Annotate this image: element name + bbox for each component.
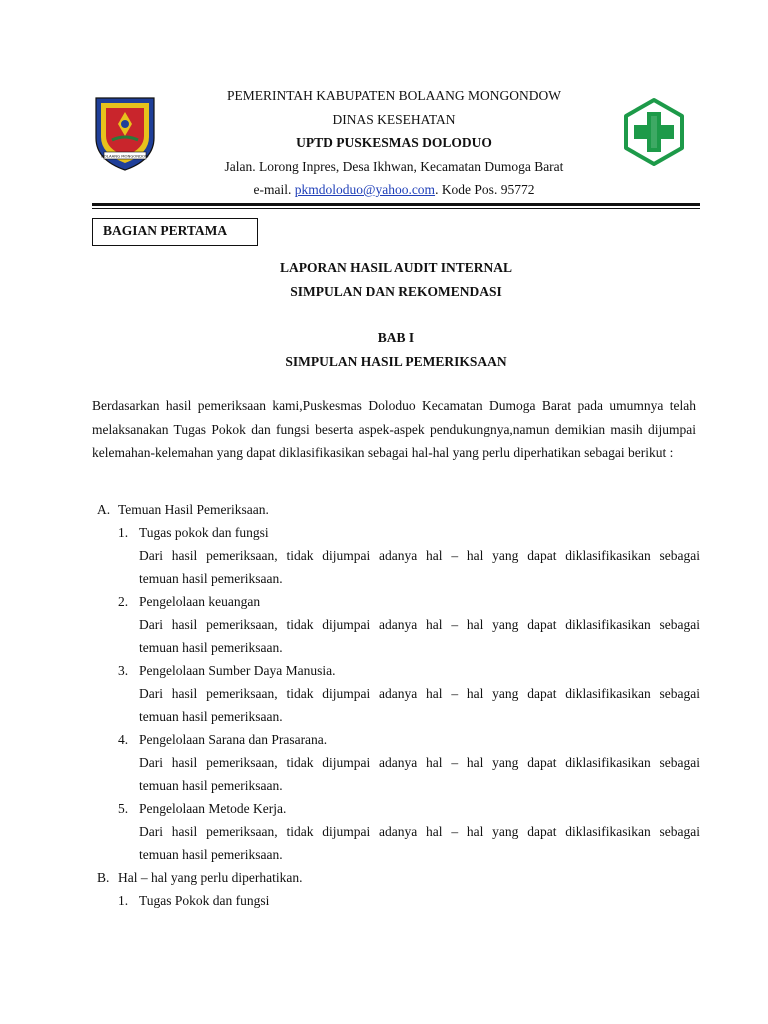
item-description [92,751,700,797]
letterhead [150,84,638,202]
letterhead-rule-thick [92,203,700,206]
description-line: temuan hasil pemeriksaan. [139,571,283,586]
list-marker: A. [97,502,111,517]
item-title: Pengelolaan Sarana dan Prasarana. [139,732,328,747]
list-item [92,889,700,912]
letterhead-institution: UPTD PUSKESMAS DOLODUO [296,135,492,150]
item-description [92,820,700,866]
description-line: Dari hasil pemeriksaan, tidak dijumpai adanya hal – hal yang dapat diklasifikasikan sebagai [139,755,700,770]
description-line: Dari hasil pemeriksaan, tidak dijumpai adanya hal – hal yang dapat diklasifikasikan sebagai [139,548,700,563]
chapter-title: SIMPULAN HASIL PEMERIKSAAN [285,353,507,369]
logo-banner-text: BOLAANG MONGONDOW [101,153,149,159]
letterhead-department: DINAS KESEHATAN [332,111,456,127]
description-line: Dari hasil pemeriksaan, tidak dijumpai adanya hal – hal yang dapat diklasifikasikan sebagai [139,686,700,701]
chapter-number: BAB I [377,330,415,345]
item-title: Tugas Pokok dan fungsi [139,893,270,908]
item-description [92,613,700,659]
item-description [92,682,700,728]
regency-coat-of-arms-icon [92,94,158,172]
item-title: Pengelolaan Metode Kerja. [139,801,287,816]
list-marker: 1. [118,893,129,908]
email-link[interactable]: pkmdoloduo@yahoo.com [294,182,436,197]
description-line: temuan hasil pemeriksaan. [139,640,283,655]
list-marker: B. [97,870,110,885]
email-prefix: e-mail. [253,182,295,197]
section-a-title: Temuan Hasil Pemeriksaan. [118,502,269,517]
item-description [92,544,700,590]
description-line: temuan hasil pemeriksaan. [139,709,283,724]
section-a-heading [92,498,700,521]
list-item [92,797,700,820]
letterhead-address: Jalan. Lorong Inpres, Desa Ikhwan, Kecamatan Dumoga Barat [224,158,564,174]
puskesmas-cross-icon [618,90,690,174]
list-marker: 5. [118,801,129,816]
report-title: LAPORAN HASIL AUDIT INTERNAL [280,260,512,275]
description-line: temuan hasil pemeriksaan. [139,847,283,862]
item-title: Tugas pokok dan fungsi [139,525,269,540]
description-line: Dari hasil pemeriksaan, tidak dijumpai adanya hal – hal yang dapat diklasifikasikan sebagai [139,824,700,839]
list-item [92,521,700,544]
section-label-box: BAGIAN PERTAMA [92,218,258,246]
list-marker: 2. [118,594,129,609]
item-title: Pengelolaan Sumber Daya Manusia. [139,663,336,678]
intro-paragraph: Berdasarkan hasil pemeriksaan kami,Puskesmas Doloduo Kecamatan Dumoga Barat pada umumnya telah melaksanakan Tugas Pokok dan fungsi beserta aspek-aspek pendukungnya,namun demikian masih dijumpai kelemahan-kelemahan yang dapat diklasifikasikan sebagai hal-hal yang perlu diperhatikan sebagai berikut : [92,398,696,460]
letterhead-contact [150,178,638,202]
description-line: Dari hasil pemeriksaan, tidak dijumpai adanya hal – hal yang dapat diklasifikasikan sebagai [139,617,700,632]
findings-list [92,498,700,912]
letterhead-government: PEMERINTAH KABUPATEN BOLAANG MONGONDOW [226,88,562,103]
letterhead-rule-thin [92,208,700,209]
list-item [92,728,700,751]
postal-code: . Kode Pos. 95772 [435,182,535,197]
section-b-title: Hal – hal yang perlu diperhatikan. [118,870,303,885]
list-marker: 4. [118,732,129,747]
description-line: temuan hasil pemeriksaan. [139,778,283,793]
report-subtitle: SIMPULAN DAN REKOMENDASI [290,283,502,299]
list-item [92,659,700,682]
item-title: Pengelolaan keuangan [139,594,261,609]
section-b-heading [92,866,700,889]
list-marker: 1. [118,525,129,540]
report-titles [92,256,700,373]
list-item [92,590,700,613]
list-marker: 3. [118,663,129,678]
